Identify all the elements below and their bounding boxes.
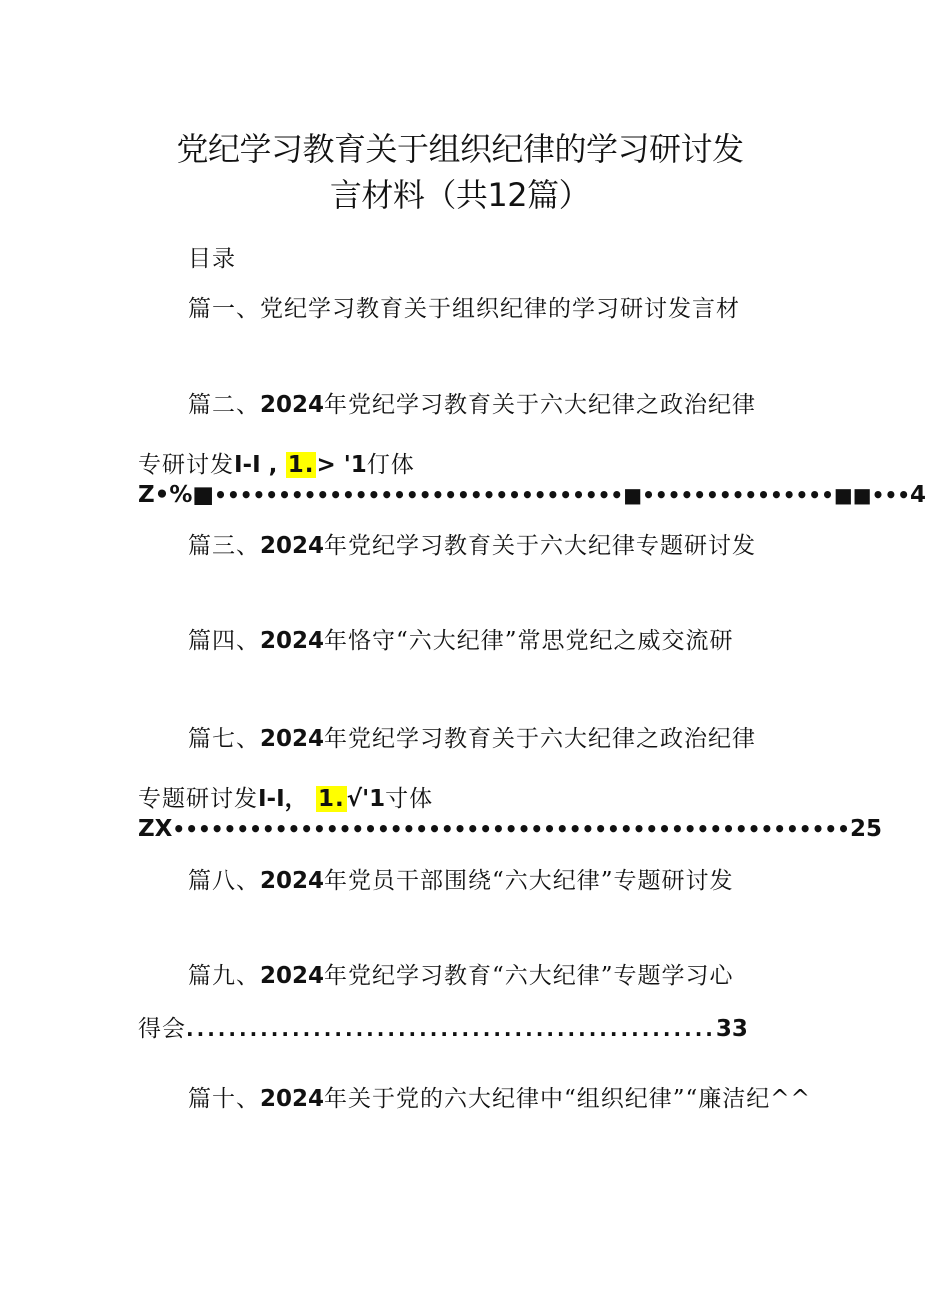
- doc-title-line1: 党纪学习教育关于组织纪律的学习研讨发: [176, 130, 744, 168]
- toc-entry-prefix: 篇四、: [188, 628, 260, 654]
- toc-heading: 目录: [188, 246, 236, 272]
- toc-entry-1[interactable]: [188, 290, 740, 323]
- toc-page-number: 33: [715, 1016, 748, 1042]
- toc-entry-prefix: 篇七、: [188, 726, 260, 752]
- toc-entry-text: 篇一、党纪学习教育关于组织纪律的学习研讨发言材: [188, 296, 740, 322]
- toc-entry-prefix: 篇八、: [188, 868, 260, 894]
- ocr-artifact: I-I，: [258, 786, 308, 812]
- toc-entry-8[interactable]: [188, 862, 734, 895]
- toc-entry-text: 年党纪学习教育关于六大纪律专题研讨发: [324, 533, 757, 559]
- toc-entry-2-cont: [138, 446, 415, 479]
- toc-entry-text: 专题研讨发: [138, 786, 258, 812]
- leader-dots: ••••••••••••••••••••••••••••••••■•••••••••••••••■■•••: [214, 483, 911, 507]
- leader-lead: ZX: [138, 816, 173, 842]
- toc-entry-year: 2024: [260, 533, 325, 559]
- toc-page-number: 25: [849, 816, 882, 842]
- toc-entry-7-cont: [138, 780, 433, 813]
- toc-entry-prefix: 篇三、: [188, 533, 260, 559]
- toc-entry-text: 得会: [138, 1016, 186, 1042]
- toc-entry-4[interactable]: [188, 622, 734, 655]
- toc-entry-10[interactable]: [188, 1080, 811, 1113]
- toc-entry-prefix: 篇二、: [188, 392, 260, 418]
- toc-entry-year: 2024: [260, 868, 325, 894]
- ocr-artifact-tail: √'1: [346, 786, 386, 812]
- toc-entry-text: 年党纪学习教育关于六大纪律之政治纪律: [324, 392, 757, 418]
- toc-entry-prefix: 篇十、: [188, 1086, 260, 1112]
- ocr-artifact-tail: > '1: [316, 452, 367, 478]
- toc-entry-text: 年党纪学习教育“六大纪律”专题学习心: [324, 963, 734, 989]
- toc-entry-text: 年党纪学习教育关于六大纪律之政治纪律: [324, 726, 757, 752]
- toc-leader-line-7: [138, 816, 882, 842]
- toc-leader-line-9: [138, 1010, 748, 1043]
- toc-entry-text: 专研讨发: [138, 452, 234, 478]
- toc-entry-prefix: 篇九、: [188, 963, 260, 989]
- leader-lead: Z•%■: [138, 482, 215, 508]
- toc-entry-year: 2024: [260, 726, 325, 752]
- toc-entry-year: 2024: [260, 392, 325, 418]
- toc-entry-year: 2024: [260, 963, 325, 989]
- toc-entry-text-end: 寸体: [385, 786, 434, 812]
- highlight-mark: 1.: [317, 786, 345, 812]
- leader-dots: ..................................................: [186, 1017, 716, 1041]
- toc-entry-text-end: ^^: [770, 1086, 811, 1112]
- toc-entry-9[interactable]: [188, 957, 734, 990]
- toc-entry-text: 年党员干部围绕“六大纪律”专题研讨发: [324, 868, 734, 894]
- highlight-mark: 1.: [287, 452, 315, 478]
- toc-entry-year: 2024: [260, 1086, 325, 1112]
- toc-entry-text: 年关于党的六大纪律中“组织纪律”“廉洁纪: [324, 1086, 771, 1112]
- leader-dots: •••••••••••••••••••••••••••••••••••••••••••••••••••••: [172, 817, 850, 841]
- toc-page-number: 4: [910, 482, 926, 508]
- toc-entry-3[interactable]: [188, 527, 756, 560]
- ocr-artifact: I-I ,: [234, 452, 278, 478]
- toc-entry-year: 2024: [260, 628, 325, 654]
- doc-title-line2: 言材料（共12篇）: [329, 176, 591, 214]
- toc-entry-text: 年恪守“六大纪律”常思党纪之威交流研: [324, 628, 734, 654]
- toc-entry-7[interactable]: [188, 720, 756, 753]
- toc-leader-line-2: [138, 482, 926, 508]
- toc-entry-2[interactable]: [188, 386, 756, 419]
- toc-entry-text-end: 仃体: [366, 452, 415, 478]
